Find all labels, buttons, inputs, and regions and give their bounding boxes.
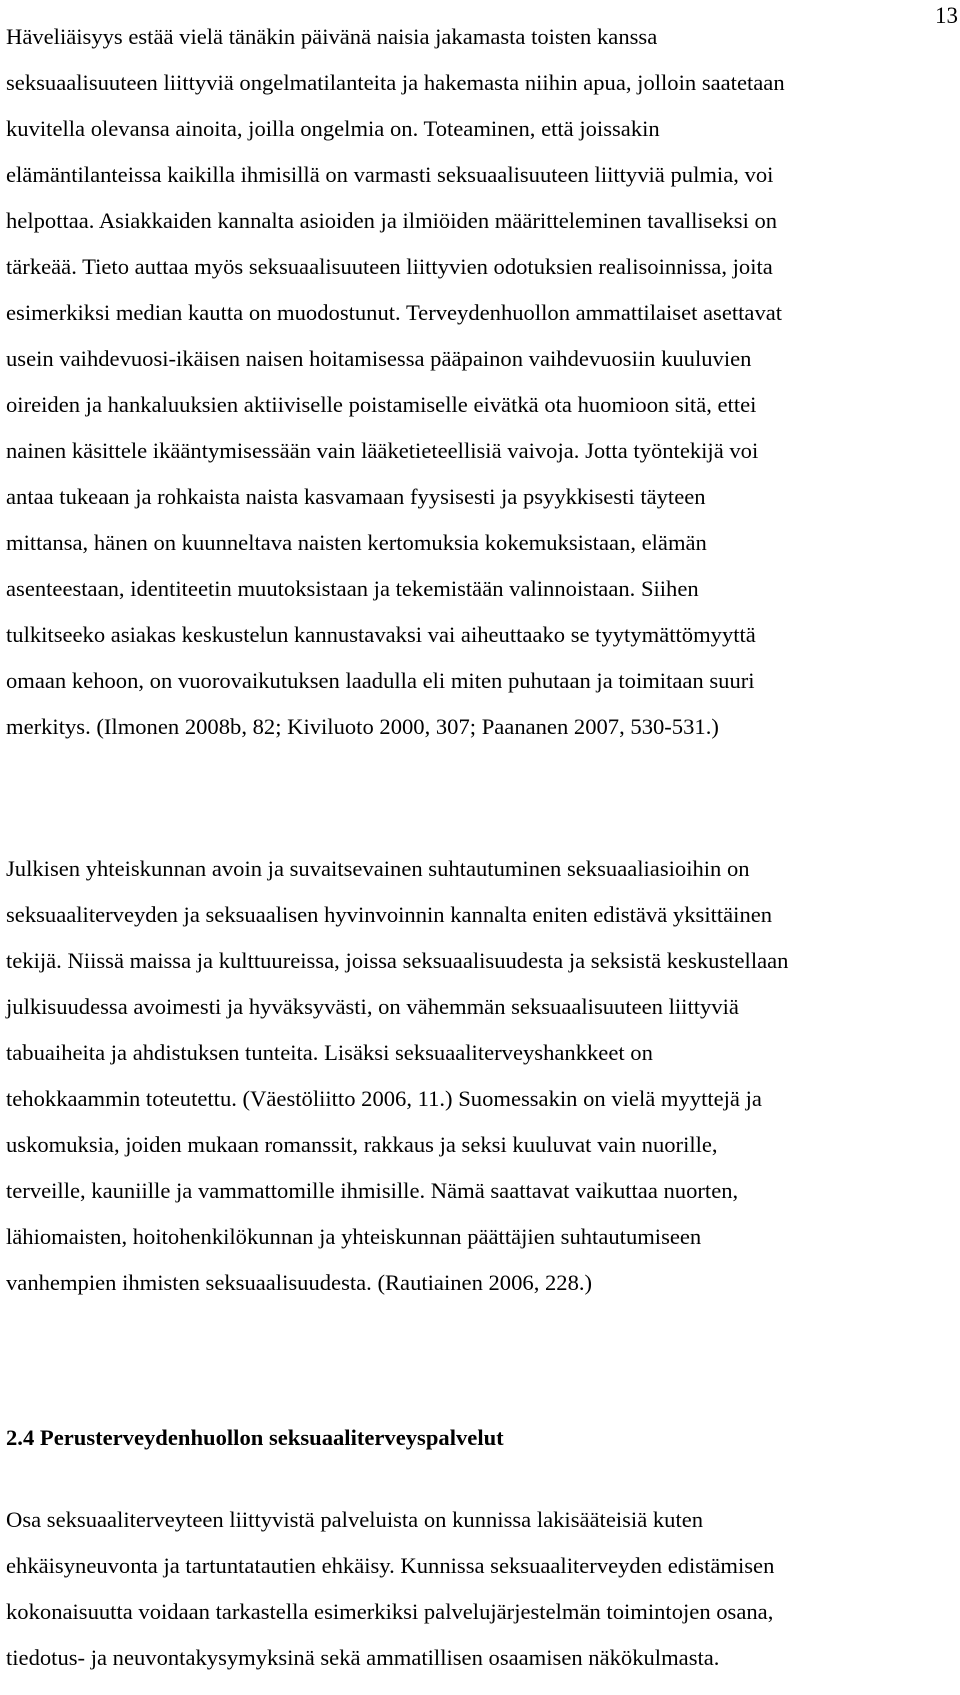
text-line: kuvitella olevansa ainoita, joilla ongelmia on. Toteaminen, että joissakin xyxy=(6,116,660,141)
text-line: julkisuudessa avoimesti ja hyväksyvästi, on vähemmän seksuaalisuuteen liittyviä xyxy=(6,994,739,1019)
text-line: omaan kehoon, on vuorovaikutuksen laadulla eli miten puhutaan ja toimitaan suuri xyxy=(6,668,755,693)
text-line: usein vaihdevuosi-ikäisen naisen hoitamisessa pääpainon vaihdevuosiin kuuluvien xyxy=(6,346,752,371)
text-line: esimerkiksi median kautta on muodostunut. Terveydenhuollon ammattilaiset asettavat xyxy=(6,300,783,325)
page-number: 13 xyxy=(935,3,958,28)
text-line: oireiden ja hankaluuksien aktiiviselle poistamiselle eivätkä ota huomioon sitä, ettei xyxy=(6,392,757,417)
text-line: helpottaa. Asiakkaiden kannalta asioiden ja ilmiöiden määritteleminen tavalliseksi on xyxy=(6,208,778,233)
body-paragraph-1 xyxy=(6,14,956,750)
body-paragraph-2 xyxy=(6,846,956,1306)
text-line: tiedotus- ja neuvontakysymyksinä sekä ammatillisen osaamisen näkökulmasta. xyxy=(6,1645,720,1670)
text-line: tulkitseeko asiakas keskustelun kannustavaksi vai aiheuttaako se tyytymättömyyttä xyxy=(6,622,756,647)
text-line: Julkisen yhteiskunnan avoin ja suvaitsevainen suhtautuminen seksuaaliasioihin on xyxy=(6,856,750,881)
text-line: ehkäisyneuvonta ja tartuntatautien ehkäisy. Kunnissa seksuaaliterveyden edistämisen xyxy=(6,1553,775,1578)
text-line: terveille, kauniille ja vammattomille ihmisille. Nämä saattavat vaikuttaa nuorten, xyxy=(6,1178,739,1203)
text-line: kokonaisuutta voidaan tarkastella esimerkiksi palvelujärjestelmän toimintojen osana, xyxy=(6,1599,774,1624)
text-line: lähiomaisten, hoitohenkilökunnan ja yhteiskunnan päättäjien suhtautumiseen xyxy=(6,1224,702,1249)
text-line: tabuaiheita ja ahdistuksen tunteita. Lisäksi seksuaaliterveyshankkeet on xyxy=(6,1040,653,1065)
text-line: uskomuksia, joiden mukaan romanssit, rakkaus ja seksi kuuluvat vain nuorille, xyxy=(6,1132,718,1157)
text-line: seksuaaliterveyden ja seksuaalisen hyvinvoinnin kannalta eniten edistävä yksittäinen xyxy=(6,902,773,927)
text-line: elämäntilanteissa kaikilla ihmisillä on varmasti seksuaalisuuteen liittyviä pulmia, voi xyxy=(6,162,774,187)
text-line: merkitys. (Ilmonen 2008b, 82; Kiviluoto 2000, 307; Paananen 2007, 530-531.) xyxy=(6,714,719,739)
text-line: antaa tukeaan ja rohkaista naista kasvamaan fyysisesti ja psyykkisesti täyteen xyxy=(6,484,706,509)
text-line: asenteestaan, identiteetin muutoksistaan ja tekemistään valinnoistaan. Siihen xyxy=(6,576,699,601)
text-line: seksuaalisuuteen liittyviä ongelmatilanteita ja hakemasta niihin apua, jolloin saatetaan xyxy=(6,70,785,95)
section-heading: 2.4 Perusterveydenhuollon seksuaaliterveyspalvelut xyxy=(6,1425,504,1450)
text-line: vanhempien ihmisten seksuaalisuudesta. (Rautiainen 2006, 228.) xyxy=(6,1270,593,1295)
text-line: tekijä. Niissä maissa ja kulttuureissa, joissa seksuaalisuudesta ja seksistä keskustellaan xyxy=(6,948,789,973)
text-line: tehokkaammin toteutettu. (Väestöliitto 2006, 11.) Suomessakin on vielä myyttejä ja xyxy=(6,1086,762,1111)
text-line: Häveliäisyys estää vielä tänäkin päivänä naisia jakamasta toisten kanssa xyxy=(6,24,658,49)
body-paragraph-3 xyxy=(6,1497,956,1681)
text-line: mittansa, hänen on kuunneltava naisten kertomuksia kokemuksistaan, elämän xyxy=(6,530,707,555)
text-line: nainen käsittele ikääntymisessään vain lääketieteellisiä vaivoja. Jotta työntekijä voi xyxy=(6,438,759,463)
text-line: tärkeää. Tieto auttaa myös seksuaalisuuteen liittyvien odotuksien realisoinnissa, joita xyxy=(6,254,773,279)
text-line: Osa seksuaaliterveyteen liittyvistä palveluista on kunnissa lakisääteisiä kuten xyxy=(6,1507,704,1532)
